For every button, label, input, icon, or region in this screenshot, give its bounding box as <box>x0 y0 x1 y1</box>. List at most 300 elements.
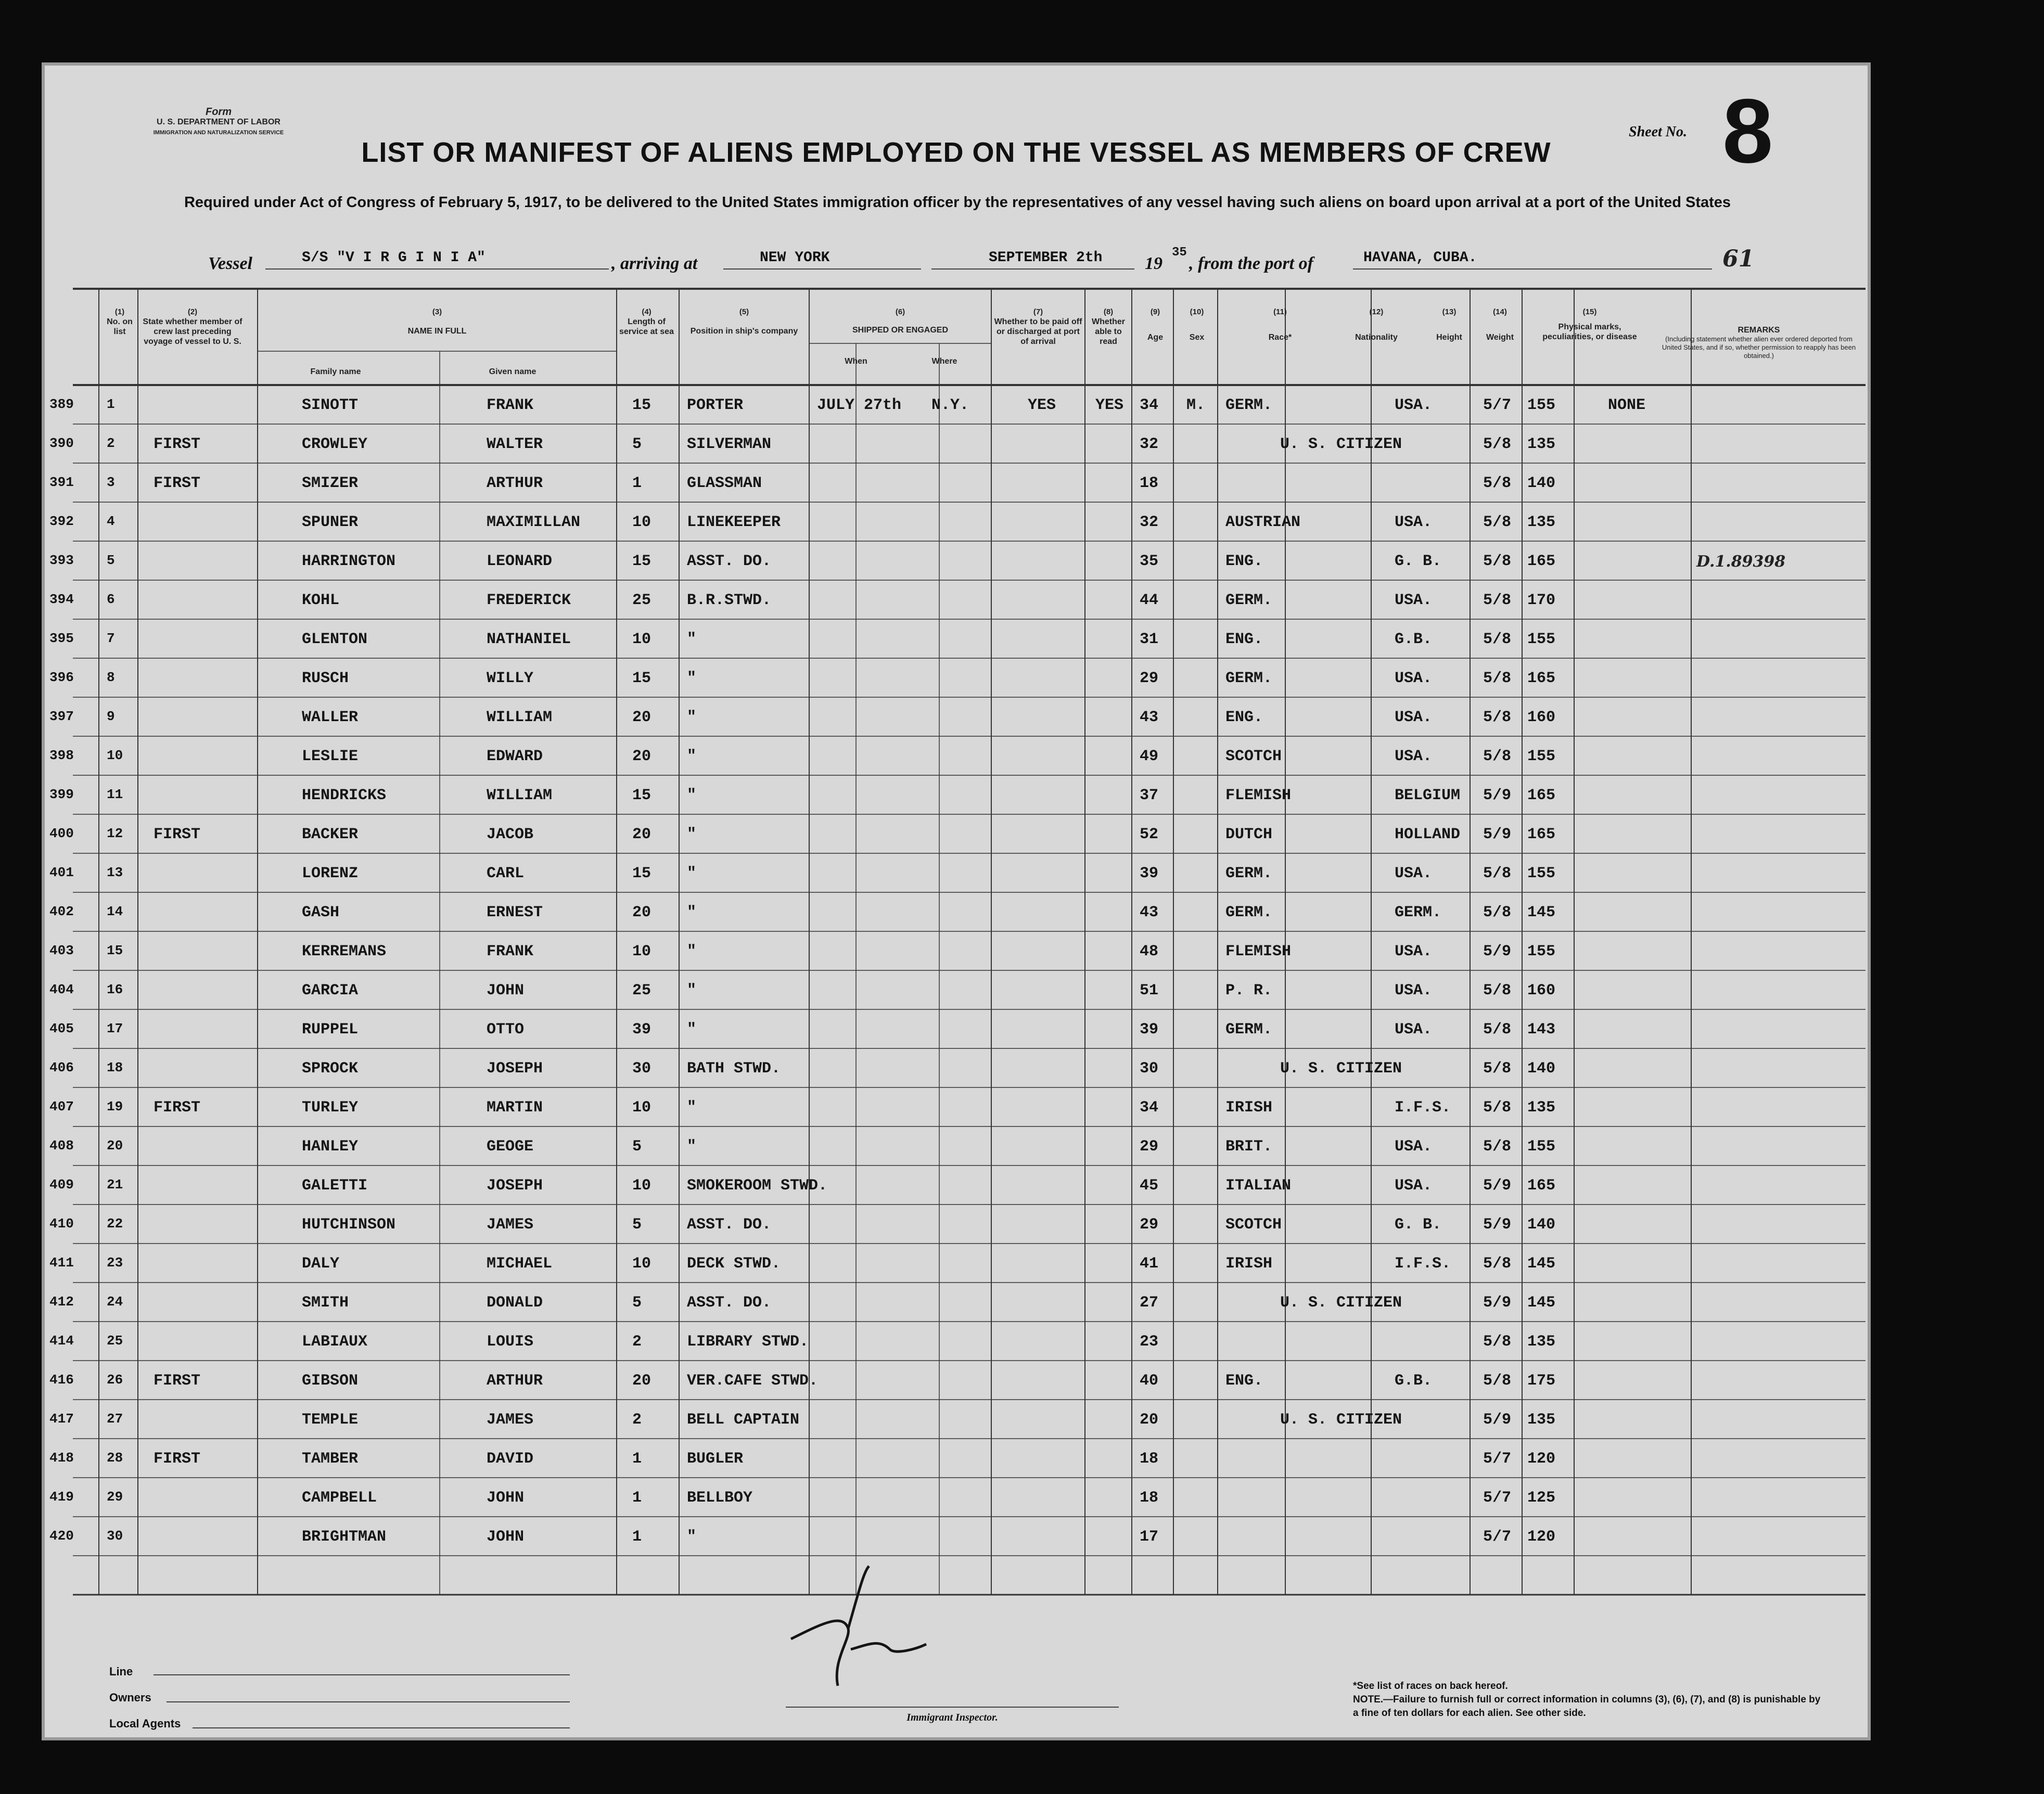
cell-family: HUTCHINSON <box>302 1216 396 1234</box>
cell-weight: 140 <box>1527 1216 1556 1234</box>
col15-header <box>1532 307 1647 342</box>
cell-family: GASH <box>302 904 340 921</box>
col6-label: SHIPPED OR ENGAGED <box>852 326 949 335</box>
cell-race: FLEMISH <box>1225 787 1292 804</box>
cell-nationality: USA. <box>1395 1177 1433 1195</box>
cell-service: 1 <box>632 475 642 492</box>
cell-height: 5/8 <box>1483 709 1512 726</box>
cell-family: HANLEY <box>302 1138 359 1156</box>
cell-weight: 125 <box>1527 1489 1556 1507</box>
cell-weight: 140 <box>1527 1060 1556 1078</box>
cell-service: 5 <box>632 1216 642 1234</box>
cell-family: TEMPLE <box>302 1411 359 1429</box>
cell-position: ASST. DO. <box>687 1216 772 1234</box>
cell-service: 39 <box>632 1021 651 1039</box>
cell-weight: 135 <box>1527 1099 1556 1117</box>
col15-label: Physical marks, peculiarities, or disease <box>1542 323 1637 341</box>
cell-weight: 155 <box>1527 748 1556 765</box>
cell-age: 20 <box>1140 1411 1159 1429</box>
cell-given: JOHN <box>487 982 525 999</box>
cell-given: MARTIN <box>487 1099 543 1117</box>
cell-height: 5/8 <box>1483 865 1512 882</box>
col3-num: (3) <box>432 307 442 316</box>
vessel-label: Vessel <box>208 254 252 273</box>
table-row <box>42 1517 1871 1556</box>
cell-given: JOHN <box>487 1489 525 1507</box>
family-name-header: Family name <box>310 367 361 376</box>
cell-weight: 143 <box>1527 1021 1556 1039</box>
cell-position: " <box>687 748 697 765</box>
cell-position: " <box>687 982 697 999</box>
cell-position: BELL CAPTAIN <box>687 1411 800 1429</box>
cell-service: 25 <box>632 592 651 609</box>
cell-serial: 397 <box>49 709 74 724</box>
cell-weight: 155 <box>1527 1138 1556 1156</box>
cell-family: CAMPBELL <box>302 1489 377 1507</box>
cell-serial: 390 <box>49 435 74 451</box>
cell-service: 2 <box>632 1333 642 1351</box>
cell-position: ASST. DO. <box>687 1294 772 1312</box>
cell-race: U. S. CITIZEN <box>1280 1060 1402 1078</box>
cell-height: 5/9 <box>1483 943 1512 960</box>
table-row <box>42 853 1871 892</box>
cell-weight: 155 <box>1527 396 1556 414</box>
table-row <box>42 1087 1871 1126</box>
cell-position: BELLBOY <box>687 1489 753 1507</box>
cell-race: GERM. <box>1225 904 1273 921</box>
cell-serial: 407 <box>49 1099 74 1114</box>
cell-family: GIBSON <box>302 1372 359 1390</box>
table-row <box>42 970 1871 1009</box>
cell-family: HENDRICKS <box>302 787 387 804</box>
cell-no: 2 <box>107 435 115 451</box>
cell-service: 5 <box>632 1138 642 1156</box>
cell-given: WILLIAM <box>487 709 553 726</box>
cell-age: 45 <box>1140 1177 1159 1195</box>
cell-given: JOHN <box>487 1528 525 1546</box>
cell-no: 18 <box>107 1060 123 1075</box>
cell-height: 5/8 <box>1483 475 1512 492</box>
cell-position: LIBRARY STWD. <box>687 1333 809 1351</box>
cell-weight: 160 <box>1527 982 1556 999</box>
cell-position: SMOKEROOM STWD. <box>687 1177 828 1195</box>
cell-nationality: BELGIUM <box>1395 787 1461 804</box>
cell-race: U. S. CITIZEN <box>1280 1294 1402 1312</box>
col2-header <box>140 307 245 347</box>
cell-weight: 140 <box>1527 475 1556 492</box>
cell-no: 23 <box>107 1255 123 1271</box>
cell-age: 27 <box>1140 1294 1159 1312</box>
cell-sex: M. <box>1186 396 1206 414</box>
page-subtitle: Required under Act of Congress of February 5, 1917, to be delivered to the United States immigration officer by the representatives of any vessel having such aliens on board upon arrival at a port of the United States <box>184 194 1731 211</box>
cell-serial: 400 <box>49 826 74 841</box>
table-row <box>42 1361 1871 1400</box>
cell-age: 29 <box>1140 1138 1159 1156</box>
cell-serial: 405 <box>49 1021 74 1036</box>
cell-service: 20 <box>632 826 651 843</box>
cell-weight: 120 <box>1527 1528 1556 1546</box>
table-row <box>42 931 1871 970</box>
cell-serial: 402 <box>49 904 74 919</box>
cell-no: 10 <box>107 748 123 763</box>
cell-family: RUSCH <box>302 670 349 687</box>
cell-nationality: GERM. <box>1395 904 1442 921</box>
year-prefix: 19 <box>1145 254 1162 273</box>
vessel-name: S/S "V I R G I N I A" <box>302 250 486 266</box>
cell-service: 5 <box>632 435 642 453</box>
col8-label: Whether able to read <box>1092 317 1125 346</box>
cell-race: ENG. <box>1225 631 1263 648</box>
local-agents-field <box>193 1727 570 1728</box>
cell-height: 5/9 <box>1483 1411 1512 1429</box>
cell-no: 26 <box>107 1372 123 1388</box>
table-row <box>42 463 1871 502</box>
cell-service: 10 <box>632 631 651 648</box>
cell-age: 35 <box>1140 553 1159 570</box>
cell-race: SCOTCH <box>1225 1216 1282 1234</box>
cell-service: 20 <box>632 748 651 765</box>
cell-marks: NONE <box>1608 396 1646 414</box>
cell-family: GALETTI <box>302 1177 368 1195</box>
cell-age: 30 <box>1140 1060 1159 1078</box>
remarks-label: REMARKS <box>1738 326 1780 335</box>
cell-serial: 410 <box>49 1216 74 1232</box>
cell-no: 16 <box>107 982 123 997</box>
cell-family: GLENTON <box>302 631 368 648</box>
cell-height: 5/8 <box>1483 592 1512 609</box>
cell-given: GEOGE <box>487 1138 534 1156</box>
cell-race: GERM. <box>1225 865 1273 882</box>
cell-race: IRISH <box>1225 1099 1273 1117</box>
inspector-signature <box>760 1561 957 1696</box>
cell-age: 51 <box>1140 982 1159 999</box>
cell-height: 5/8 <box>1483 553 1512 570</box>
col3-label: NAME IN FULL <box>407 327 467 336</box>
table-row <box>42 424 1871 463</box>
table-row <box>42 658 1871 697</box>
cell-height: 5/9 <box>1483 1216 1512 1234</box>
cell-no: 4 <box>107 514 115 529</box>
service-name: IMMIGRATION AND NATURALIZATION SERVICE <box>153 130 284 136</box>
col5-num: (5) <box>739 307 749 316</box>
cell-age: 18 <box>1140 1489 1159 1507</box>
cell-serial: 393 <box>49 553 74 568</box>
cell-service: 10 <box>632 1255 651 1273</box>
cell-nationality: G. B. <box>1395 553 1442 570</box>
cell-height: 5/8 <box>1483 670 1512 687</box>
cell-service: 10 <box>632 1099 651 1117</box>
department-name: U. S. DEPARTMENT OF LABOR <box>157 118 280 126</box>
cell-family: SPUNER <box>302 514 359 531</box>
cell-age: 34 <box>1140 396 1159 414</box>
cell-nationality: G.B. <box>1395 1372 1433 1390</box>
cell-height: 5/8 <box>1483 1255 1512 1273</box>
cell-height: 5/8 <box>1483 514 1512 531</box>
cell-family: TAMBER <box>302 1450 359 1468</box>
cell-weight: 165 <box>1527 553 1556 570</box>
cell-no: 30 <box>107 1528 123 1544</box>
cell-weight: 155 <box>1527 943 1556 960</box>
cell-serial: 416 <box>49 1372 74 1388</box>
cell-weight: 145 <box>1527 1255 1556 1273</box>
cell-nationality: I.F.S. <box>1395 1255 1451 1273</box>
cell-paid: YES <box>1028 396 1056 414</box>
cell-height: 5/8 <box>1483 1138 1512 1156</box>
col6-header <box>812 307 989 335</box>
cell-family: KOHL <box>302 592 340 609</box>
cell-age: 29 <box>1140 670 1159 687</box>
col2-label: State whether member of crew last preceding voyage of vessel to U. S. <box>143 317 242 346</box>
cell-family: CROWLEY <box>302 435 368 453</box>
cell-family: BACKER <box>302 826 359 843</box>
cell-remarks: D.1.89398 <box>1696 553 1786 571</box>
cell-nationality: USA. <box>1395 514 1433 531</box>
cell-family: RUPPEL <box>302 1021 359 1039</box>
cell-serial: 418 <box>49 1450 74 1466</box>
cell-when: JULY 27th <box>817 396 902 414</box>
cell-position: DECK STWD. <box>687 1255 781 1273</box>
cell-given: ARTHUR <box>487 475 543 492</box>
col7-label: Whether to be paid off or discharged at port of arrival <box>994 317 1082 346</box>
cell-no: 8 <box>107 670 115 685</box>
cell-position: ASST. DO. <box>687 553 772 570</box>
cell-nationality: I.F.S. <box>1395 1099 1451 1117</box>
form-word: Form <box>206 106 232 118</box>
cell-age: 32 <box>1140 435 1159 453</box>
cell-given: DONALD <box>487 1294 543 1312</box>
cell-weight: 145 <box>1527 904 1556 921</box>
table-row <box>42 1204 1871 1244</box>
table-row <box>42 1322 1871 1361</box>
cell-service: 5 <box>632 1294 642 1312</box>
cell-service: 1 <box>632 1528 642 1546</box>
cell-weight: 155 <box>1527 865 1556 882</box>
cell-serial: 406 <box>49 1060 74 1075</box>
cell-family: BRIGHTMAN <box>302 1528 387 1546</box>
owners-field <box>167 1701 570 1702</box>
cell-age: 31 <box>1140 631 1159 648</box>
cell-age: 37 <box>1140 787 1159 804</box>
cell-given: WALTER <box>487 435 543 453</box>
col10-label: Sex <box>1189 333 1205 342</box>
table-row <box>42 541 1871 580</box>
cell-last: FIRST <box>154 475 201 492</box>
table-row <box>42 1244 1871 1283</box>
cell-height: 5/9 <box>1483 787 1512 804</box>
table-row <box>42 1009 1871 1048</box>
cell-given: JAMES <box>487 1411 534 1429</box>
cell-service: 10 <box>632 943 651 960</box>
cell-no: 13 <box>107 865 123 880</box>
table-row <box>42 892 1871 931</box>
col14-num: (14) <box>1493 307 1507 316</box>
cell-weight: 135 <box>1527 1333 1556 1351</box>
cell-nationality: USA. <box>1395 943 1433 960</box>
cell-family: KERREMANS <box>302 943 387 960</box>
cell-weight: 165 <box>1527 670 1556 687</box>
cell-race: DUTCH <box>1225 826 1273 843</box>
manifest-page <box>42 62 1871 1740</box>
cell-no: 6 <box>107 592 115 607</box>
cell-age: 48 <box>1140 943 1159 960</box>
col13-num: (13) <box>1442 307 1457 316</box>
cell-height: 5/7 <box>1483 396 1512 414</box>
cell-given: CARL <box>487 865 525 882</box>
cell-serial: 419 <box>49 1489 74 1505</box>
cell-no: 19 <box>107 1099 123 1114</box>
col5-header <box>684 307 804 336</box>
cell-given: FREDERICK <box>487 592 571 609</box>
cell-service: 25 <box>632 982 651 999</box>
cell-height: 5/8 <box>1483 435 1512 453</box>
margin-note: 61 <box>1722 246 1755 272</box>
cell-position: " <box>687 826 697 843</box>
cell-read: YES <box>1095 396 1124 414</box>
col2-num: (2) <box>187 307 198 316</box>
table-row <box>42 619 1871 658</box>
col10-header <box>1176 307 1218 342</box>
cell-service: 1 <box>632 1450 642 1468</box>
from-port: HAVANA, CUBA. <box>1363 250 1477 266</box>
cell-age: 40 <box>1140 1372 1159 1390</box>
cell-serial: 396 <box>49 670 74 685</box>
cell-given: FRANK <box>487 943 534 960</box>
cell-family: WALLER <box>302 709 359 726</box>
cell-race: AUSTRIAN <box>1225 514 1301 531</box>
cell-age: 44 <box>1140 592 1159 609</box>
inspector-label: Immigrant Inspector. <box>906 1712 998 1723</box>
cell-position: " <box>687 1099 697 1117</box>
cell-no: 21 <box>107 1177 123 1193</box>
remarks-header <box>1655 325 1863 360</box>
cell-position: " <box>687 1528 697 1546</box>
table-row <box>42 1283 1871 1322</box>
col1-num: (1) <box>114 307 125 316</box>
cell-height: 5/7 <box>1483 1489 1512 1507</box>
cell-service: 20 <box>632 1372 651 1390</box>
cell-family: GARCIA <box>302 982 359 999</box>
cell-height: 5/8 <box>1483 748 1512 765</box>
cell-position: BUGLER <box>687 1450 744 1468</box>
cell-height: 5/8 <box>1483 904 1512 921</box>
cell-no: 7 <box>107 631 115 646</box>
cell-race: U. S. CITIZEN <box>1280 1411 1402 1429</box>
cell-nationality: USA. <box>1395 592 1433 609</box>
cell-service: 10 <box>632 514 651 531</box>
cell-weight: 135 <box>1527 435 1556 453</box>
cell-serial: 412 <box>49 1294 74 1310</box>
cell-nationality: USA. <box>1395 670 1433 687</box>
cell-given: JACOB <box>487 826 534 843</box>
cell-nationality: USA. <box>1395 1138 1433 1156</box>
cell-service: 15 <box>632 670 651 687</box>
table-row <box>42 1165 1871 1204</box>
arrival-port: NEW YORK <box>760 250 830 266</box>
sheet-number: 8 <box>1722 81 1773 182</box>
col11-label: Race* <box>1268 333 1292 342</box>
cell-height: 5/8 <box>1483 1099 1512 1117</box>
cell-race: BRIT. <box>1225 1138 1273 1156</box>
col4-label: Length of service at sea <box>619 317 674 336</box>
cell-age: 18 <box>1140 1450 1159 1468</box>
cell-nationality: USA. <box>1395 709 1433 726</box>
cell-nationality: USA. <box>1395 865 1433 882</box>
col8-header <box>1088 307 1129 347</box>
cell-serial: 392 <box>49 514 74 529</box>
col14-label: Weight <box>1486 333 1514 342</box>
cell-no: 27 <box>107 1411 123 1427</box>
cell-height: 5/9 <box>1483 826 1512 843</box>
cell-last: FIRST <box>154 1450 201 1468</box>
cell-race: FLEMISH <box>1225 943 1292 960</box>
cell-family: SMIZER <box>302 475 359 492</box>
cell-position: GLASSMAN <box>687 475 762 492</box>
cell-weight: 135 <box>1527 514 1556 531</box>
cell-height: 5/8 <box>1483 1060 1512 1078</box>
cell-no: 29 <box>107 1489 123 1505</box>
cell-nationality: USA. <box>1395 396 1433 414</box>
cell-no: 1 <box>107 396 115 412</box>
cell-serial: 411 <box>49 1255 74 1271</box>
col4-header <box>617 307 676 337</box>
page-title: LIST OR MANIFEST OF ALIENS EMPLOYED ON THE VESSEL AS MEMBERS OF CREW <box>361 137 1551 168</box>
remarks-sub: (Including statement whether alien ever ordered deported from United States, and if so, whether permission to reapply has been obtained.) <box>1662 335 1856 360</box>
cell-last: FIRST <box>154 1099 201 1117</box>
cell-last: FIRST <box>154 826 201 843</box>
cell-position: VER.CAFE STWD. <box>687 1372 819 1390</box>
cell-no: 20 <box>107 1138 123 1154</box>
cell-nationality: USA. <box>1395 748 1433 765</box>
col8-num: (8) <box>1103 307 1114 316</box>
cell-given: OTTO <box>487 1021 525 1039</box>
cell-last: FIRST <box>154 435 201 453</box>
cell-age: 34 <box>1140 1099 1159 1117</box>
cell-nationality: HOLLAND <box>1395 826 1461 843</box>
cell-nationality: USA. <box>1395 1021 1433 1039</box>
cell-weight: 155 <box>1527 631 1556 648</box>
cell-height: 5/8 <box>1483 982 1512 999</box>
cell-race: GERM. <box>1225 1021 1273 1039</box>
cell-given: WILLIAM <box>487 787 553 804</box>
cell-position: PORTER <box>687 396 744 414</box>
col14-header <box>1475 307 1525 342</box>
cell-service: 15 <box>632 865 651 882</box>
cell-given: FRANK <box>487 396 534 414</box>
cell-position: " <box>687 1021 697 1039</box>
cell-position: " <box>687 670 697 687</box>
col3-header <box>260 307 614 336</box>
cell-serial: 389 <box>49 396 74 412</box>
cell-weight: 160 <box>1527 709 1556 726</box>
cell-serial: 417 <box>49 1411 74 1427</box>
cell-position: BATH STWD. <box>687 1060 781 1078</box>
cell-race: GERM. <box>1225 396 1273 414</box>
cell-position: " <box>687 787 697 804</box>
cell-nationality: USA. <box>1395 982 1433 999</box>
cell-family: LESLIE <box>302 748 359 765</box>
cell-family: LABIAUX <box>302 1333 368 1351</box>
from-port-label: , from the port of <box>1189 254 1313 273</box>
cell-no: 11 <box>107 787 123 802</box>
cell-race: ENG. <box>1225 553 1263 570</box>
col15-num: (15) <box>1582 307 1597 316</box>
cell-height: 5/8 <box>1483 631 1512 648</box>
cell-weight: 170 <box>1527 592 1556 609</box>
cell-height: 5/8 <box>1483 1333 1512 1351</box>
cell-no: 12 <box>107 826 123 841</box>
inspector-signature-line <box>786 1707 1119 1708</box>
table-row <box>42 736 1871 775</box>
